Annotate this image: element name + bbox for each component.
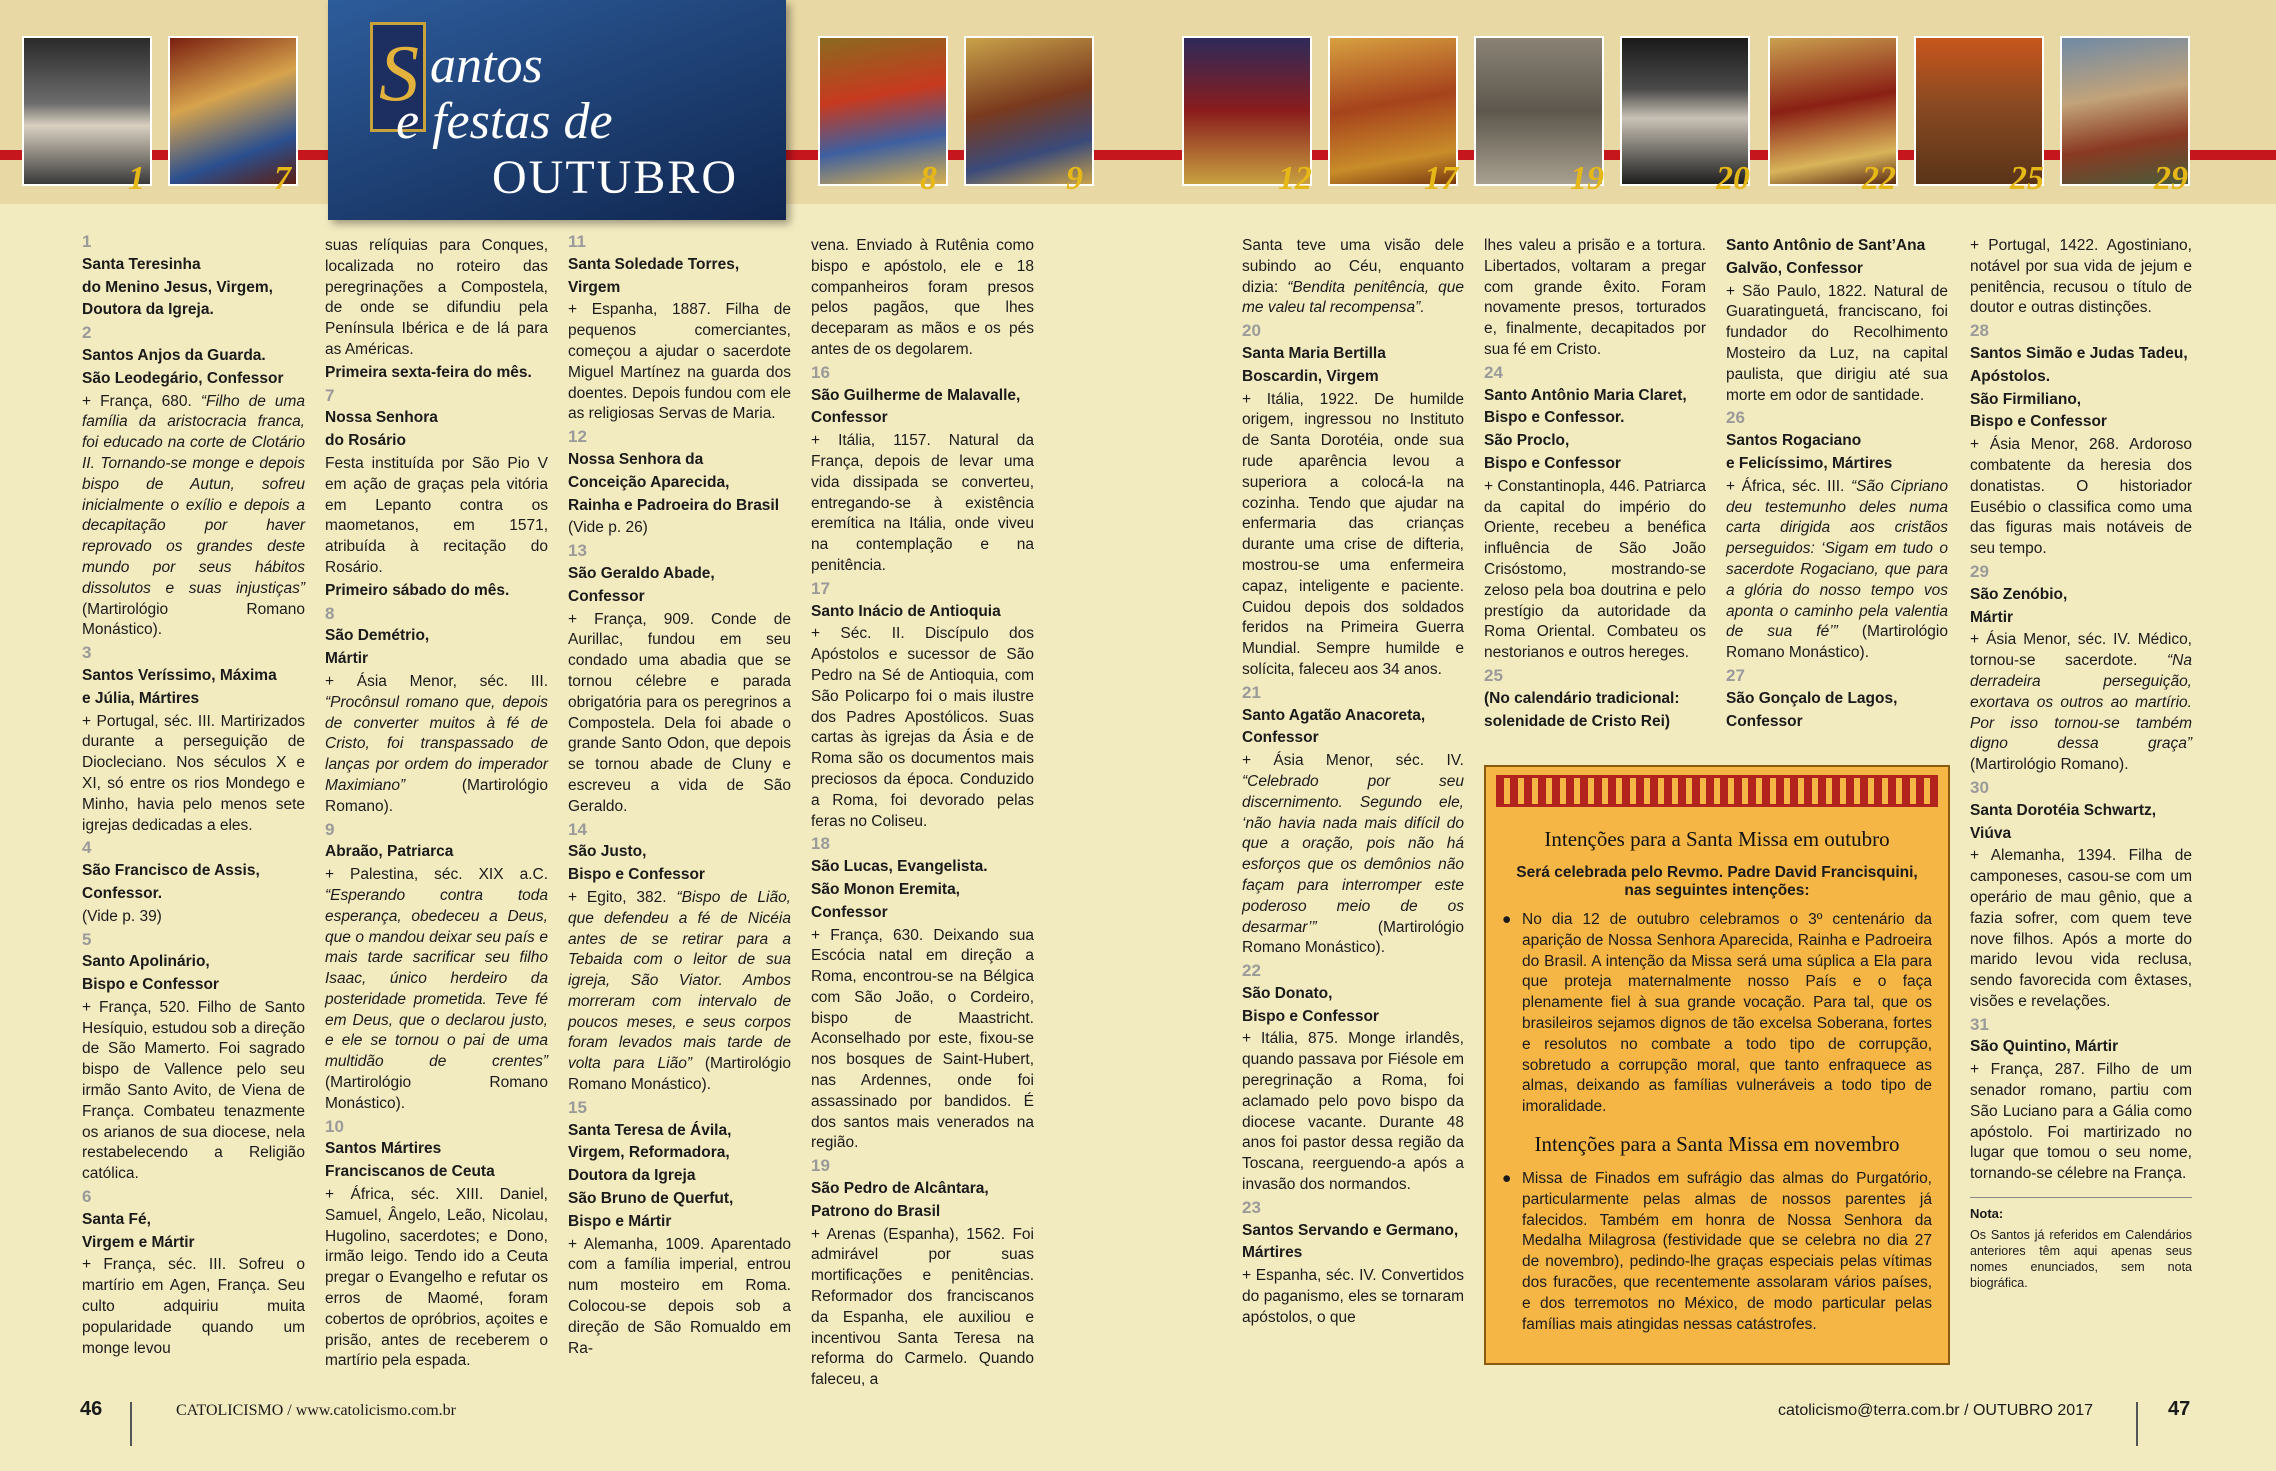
entry-text: + França, 520. Filho de Santo Hesíquio, estudou sob a direção de São Mamerto. Foi sagrado bispo de Vallence pelo seu irmão Santo Avito, de Viena de França. Combateu tenazmente os arianos de sua diocese, nela restabelecendo a Religião católica. [82,998,305,1183]
entry-heading: Confessor [1242,729,1319,747]
entry-heading: São Quintino, Mártir [1970,1038,2119,1056]
entry-heading: Santos Veríssimo, Máxima [82,666,277,684]
box-heading-october: Intenções para a Santa Missa em outubro [1544,827,1890,851]
entry-text: suas relíquias para Conques, localizada no roteiro das peregrinações a Compostela, de onde se difundiu pela Península Ibérica e de lá para as Américas. [325,237,548,358]
entry-heading: Boscardin, Virgem [1242,367,1379,385]
column-1 [82,232,305,1361]
entry-heading: Rainha e Padroeira do Brasil [568,496,780,514]
entry-heading: Santa Fé, [82,1210,151,1228]
date-number: 28 [1970,321,1989,341]
date-number: 8 [325,603,335,623]
day-label-29: 29 [2154,160,2188,197]
date-number: 12 [568,427,587,447]
day-label-12: 12 [1278,160,1312,197]
entry-text: lhes valeu a prisão e a tortura. Libertados, voltaram a pregar com grande êxito. Foram novamente presos, torturados e, finalmente, decapitados por sua fé em Cristo. [1484,237,1706,358]
entry-heading: Bispo e Confessor [82,976,219,994]
entry-text: + África, séc. III. “São Cipriano deu testemunho deles numa carta dirigida aos cristãos perseguidos: ‘Sigam em tudo o sacerdote Rogaciano, que para a glória do nosso tempo vos aponta o caminho pela valentia de sua fé’” (Martirológio Romano Monástico). [1726,477,1948,662]
entry-heading: Confessor. [82,884,163,902]
entry-heading: Santos Anjos da Guarda. [82,346,266,364]
entry-text: + Itália, 875. Monge irlandês, quando passava por Fiésole em peregrinação a Roma, foi aclamado pelo povo bispo da diocese vacante. Durante 48 anos foi pastor dessa região da Toscana, reerguendo-a após a invasão dos normandos. [1242,1030,1464,1194]
entry-heading: São Guilherme de Malavalle, [811,386,1021,404]
box-heading-november: Intenções para a Santa Missa em novembro [1534,1131,1900,1156]
date-number: 17 [811,578,830,598]
note-text: Os Santos já referidos em Calendários anteriores têm aqui apenas seus nomes enunciados, sem nota biográfica. [1970,1227,2192,1290]
column-3 [568,232,791,1361]
entry-heading: Santo Antônio de Sant’Ana [1726,237,1926,254]
entry-text: (Vide p. 39) [82,907,162,925]
entry-heading: Virgem e Mártir [82,1233,195,1251]
entry-heading: Bispo e Confessor [1242,1007,1379,1025]
date-number: 22 [1242,961,1261,981]
entry-heading: Santa Teresinha [82,255,201,273]
entry-heading: Nossa Senhora da [568,450,704,468]
entry-text: + África, séc. XIII. Daniel, Samuel, Ângelo, Leão, Nicolau, Hugolino, sacerdotes; e Dono, irmão leigo. Tendo ido a Ceuta pregar o Evangelho e refutar os erros de Maomé, foram cobertos de opróbrios, açoites e prisão, antes de receberem o martírio pela espada. [325,1186,548,1370]
entry-heading: Mártir [1970,608,2014,626]
entry-heading: São Leodegário, Confessor [82,369,284,387]
entry-text: + Portugal, séc. III. Martirizados durante a perseguição de Diocleciano. Nos séculos X e XI, só entre os rios Mondego e Minho, havia pelo menos sete igrejas dedicadas a eles. [82,712,305,834]
entry-heading: Confessor [811,409,888,427]
mass-intentions-box [1484,765,1950,1365]
date-number: 23 [1242,1197,1261,1217]
title-line-1: antos [430,37,543,94]
footer-divider-right [2136,1402,2138,1446]
entry-text: + Alemanha, 1394. Filha de camponeses, casou-se com um operário de mau gênio, que a fazia sofrer, com quem teve nove filhos. Após a morte do marido levou vida reclusa, sendo favorecida com êxtases, visões e revelações. [1970,847,2192,1010]
entry-heading: Santa Teresa de Ávila, [568,1121,732,1139]
column-6 [1484,232,1706,734]
entry-heading: Viúva [1970,824,2012,842]
entry-text: + Itália, 1922. De humilde origem, ingressou no Instituto de Santa Dorotéia, onde sua rude aparência levou a superiora a colocá-la na cozinha. Tendo que ajudar na enfermaria das crianças durante uma crise de difteria, mostrou-se uma enfermeira capaz, inteligente e paciente. Cuidou depois dos soldados feridos na Primeira Guerra Mundial. Sempre humilde e solícita, faleceu aos 34 anos. [1242,390,1464,678]
entry-heading: Bispo e Confessor [568,866,705,884]
entry-heading: São Proclo, [1484,432,1570,450]
entry-text: Santa teve uma visão dele subindo ao Céu, enquanto dizia: “Bendita penitência, que me valeu tal recompensa”. [1242,237,1464,317]
entry-text: + Ásia Menor, séc. III. “Procônsul romano que, depois de converter muitos à fé de Cristo, foi transpassado de lanças por ordem do imperador Maximiano” (Martirológio Romano). [325,672,548,815]
date-number: 7 [325,385,335,405]
entry-note: Primeiro sábado do mês. [325,581,510,599]
entry-heading: Doutora da Igreja [568,1167,696,1185]
entry-heading: Santos Rogaciano [1726,432,1862,450]
entry-text: + Arenas (Espanha), 1562. Foi admirável por suas mortificações e penitências. Reformador dos franciscanos da Espanha, ele auxiliou e incentivou Santa Teresa na reforma do Carmelo. Quando faleceu, a [811,1225,1034,1389]
entry-heading: Confessor [811,903,888,921]
entry-heading: São Zenóbio, [1970,585,2068,603]
day-label-22: 22 [1862,160,1896,197]
illuminated-initial: S [370,22,426,132]
entry-text: + França, séc. III. Sofreu o martírio em Agen, França. Seu culto adquiriu muita popularidade quando um monge levou [82,1256,305,1357]
date-number: 10 [325,1116,344,1136]
entry-heading: do Menino Jesus, Virgem, [82,278,273,296]
entry-heading: Santa Dorotéia Schwartz, [1970,801,2157,819]
entry-text: + França, 909. Conde de Aurillac, fundou em seu condado uma abadia que se tornou célebre e parada obrigatória para os peregrinos a Compostela. Dela foi abade o grande Santo Odon, que depois se tornou abade de Cluny e escreveu a vida de São Geraldo. [568,610,791,815]
day-label-9: 9 [1066,160,1083,197]
entry-text: + São Paulo, 1822. Natural de Guaratinguetá, franciscano, foi fundador do Recolhimento Mosteiro da Luz, na capital paulista, que dirigiu até sua morte em odor de santidade. [1726,282,1948,404]
title-line-2: e festas de [396,93,613,150]
entry-text: + Itália, 1157. Natural da França, depois de levar uma vida dissipada se converteu, entregando-se à existência eremítica na Itália, onde viveu na contemplação e na penitência. [811,432,1034,574]
page-number-right: 47 [2168,1398,2191,1420]
date-number: 11 [568,232,586,251]
entry-text: + Portugal, 1422. Agostiniano, notável por sua vida de jejum e penitência, recusou o título de doutor e outras distinções. [1970,237,2192,317]
entry-text: + Constantinopla, 446. Patriarca da capital do império do Oriente, recebeu a benéfica influência de São João Crisóstomo, mostrando-se zeloso pela boa doutrina e pelo prestígio da autoridade da Roma Oriental. Combateu os nestorianos e outros hereges. [1484,477,1706,662]
entry-heading: Bispo e Mártir [568,1212,672,1230]
day-label-20: 20 [1716,160,1750,197]
date-number: 3 [82,643,92,663]
note-rule [1970,1197,2192,1198]
date-number: 21 [1242,682,1261,702]
entry-heading: Virgem, Reformadora, [568,1144,730,1162]
entry-text: + Ásia Menor, 268. Ardoroso combatente da heresia dos donatistas. O historiador Eusébio o classifica como uma das figuras mais notáveis de seu tempo. [1970,436,2192,558]
entry-heading: (No calendário tradicional: [1484,689,1680,707]
entry-text: Festa instituída por São Pio V em ação de graças pela vitória em Lepanto contra os maometanos, em 1571, atribuída à recitação do Rosário. [325,454,548,576]
entry-heading: São Geraldo Abade, [568,564,715,582]
entry-text: + Palestina, séc. XIX a.C. “Esperando contra toda esperança, obedeceu a Deus, que o mandou deixar seu país e mais tarde sacrificar seu filho Isaac, único herdeiro da posteridade prometida. Teve fé em Deus, que o declarou justo, e ele se tornou o pai de uma multidão de crentes” (Martirológio Romano Monástico). [325,866,548,1112]
date-number: 25 [1484,665,1503,685]
entry-text: (Vide p. 26) [568,519,648,537]
date-number: 16 [811,362,830,382]
entry-heading: Confessor [1726,712,1803,730]
entry-heading: Conceição Aparecida, [568,473,730,491]
entry-heading: São Donato, [1242,984,1333,1002]
date-number: 24 [1484,362,1503,382]
entry-heading: Santos Simão e Judas Tadeu, [1970,344,2188,362]
ornamental-border [1496,775,1938,807]
entry-heading: e Felicíssimo, Mártires [1726,454,1893,472]
entry-heading: Abraão, Patriarca [325,843,454,861]
day-label-8: 8 [920,160,937,197]
entry-heading: e Júlia, Mártires [82,689,200,707]
entry-heading: São Francisco de Assis, [82,862,260,880]
entry-heading: Mártir [325,650,369,668]
entry-heading: Santos Mártires [325,1140,442,1158]
entry-heading: Patrono do Brasil [811,1202,941,1220]
date-number: 9 [325,819,335,839]
title-banner [328,0,786,220]
date-number: 1 [82,232,92,251]
date-number: 31 [1970,1014,1989,1034]
day-label-17: 17 [1424,160,1458,197]
entry-heading: São Pedro de Alcântara, [811,1180,989,1198]
date-number: 29 [1970,561,1989,581]
entry-heading: São Monon Eremita, [811,880,960,898]
date-number: 19 [811,1156,830,1176]
day-label-25: 25 [2010,160,2044,197]
entry-text: + Ásia Menor, séc. IV. “Celebrado por seu discernimento. Segundo ele, ‘não havia nada mais difícil do que a oração, pois não há esforços que os demônios não façam para interromper este poderoso meio de os desarmar’” (Martirológio Romano Monástico). [1242,752,1464,957]
entry-heading: São Gonçalo de Lagos, [1726,689,1898,707]
date-number: 18 [811,834,830,854]
box-bullet-october: ● No dia 12 de outubro celebramos o 3º centenário da aparição de Nossa Senhora Aparecida, Rainha e Padroeira do Brasil. A intenção da Missa será uma súplica a Ela para que proteja maternalmente nosso País e o faça plenamente fiel à sua grande vocação. Para tal, que os brasileiros sejamos dignos de tão excelsa Soberana, fortes e resolutos no combate a todo tipo de corrupção, sobretudo a corrupção moral, que tanto enfraquece as almas, deixando as famílias vulneráveis a todo tipo de imoralidade. [1522,910,1932,1118]
entry-text: + Espanha, séc. IV. Convertidos do paganismo, eles se tornaram apóstolos, o que [1242,1267,1464,1326]
entry-heading: Apóstolos. [1970,367,2051,385]
date-number: 20 [1242,321,1261,341]
entry-heading: Santo Antônio Maria Claret, [1484,386,1687,404]
box-subtitle: Será celebrada pelo Revmo. Padre David Francisquini, nas seguintes intenções: [1516,864,1918,899]
entry-heading: Confessor [568,587,645,605]
entry-heading: Bispo e Confessor [1970,413,2107,431]
column-4 [811,232,1034,1393]
entry-text: + Egito, 382. “Bispo de Lião, que defendeu a fé de Nicéia antes de se retirar para a Tebaida com o leitor de sua igreja, São Viator. Ambos morreram com intervalo de poucos meses, e seus corpos foram levados mais tarde de volta para Lião” (Martirológio Romano Monástico). [568,888,791,1094]
entry-heading: São Justo, [568,843,647,861]
entry-heading: São Bruno de Querfut, [568,1190,734,1208]
date-number: 15 [568,1097,587,1117]
column-7 [1726,232,1948,734]
entry-heading: Santos Servando e Germano, [1242,1221,1459,1239]
entry-text: + França, 287. Filho de um senador romano, partiu com São Luciano para a Gália como apóstolo. Foi martirizado no lugar que tomou o seu nome, tornando-se célebre na França. [1970,1061,2192,1183]
entry-heading: Doutora da Igreja. [82,301,214,319]
entry-heading: Bispo e Confessor. [1484,409,1625,427]
entry-text: + França, 630. Deixando sua Escócia natal em direção a Roma, encontrou-se na Bélgica com São João, o Cordeiro, bispo de Maastricht. Aconselhado por este, fixou-se nos bosques de Saint-Hubert, nas Ardennes, onde foi assassinado por bandidos. É dos santos mais venerados na região. [811,926,1034,1152]
date-number: 27 [1726,665,1745,685]
note-label: Nota: [1970,1206,2004,1222]
column-8 [1970,232,2192,1293]
entry-heading: Santa Maria Bertilla [1242,344,1386,362]
entry-heading: Santo Agatão Anacoreta, [1242,706,1426,724]
entry-text: + Séc. II. Discípulo dos Apóstolos e sucessor de São Pedro na Sé de Antioquia, com São Policarpo foi o mais ilustre dos Padres Apostólicos. Suas cartas às igrejas da Ásia e de Roma são os documentos mais preciosos da época. Conduzido a Roma, foi devorado pelas feras no Coliseu. [811,625,1034,830]
entry-heading: São Lucas, Evangelista. [811,858,988,876]
date-number: 4 [82,838,92,858]
entry-text: + Alemanha, 1009. Aparentado com a família imperial, entrou num mosteiro em Roma. Colocou-se depois sob a direção de São Romualdo em Ra- [568,1235,791,1357]
date-number: 13 [568,541,587,561]
footer-right-text: catolicismo@terra.com.br / OUTUBRO 2017 [1778,1402,2093,1419]
entry-heading: Franciscanos de Ceuta [325,1163,495,1181]
day-label-1: 1 [128,160,145,197]
entry-heading: Galvão, Confessor [1726,259,1863,277]
entry-heading: Bispo e Confessor [1484,454,1621,472]
footer-left-text: CATOLICISMO / www.catolicismo.com.br [176,1402,456,1419]
entry-text: + Espanha, 1887. Filha de pequenos comerciantes, começou a ajudar o sacerdote Miguel Martínez na guarda dos doentes. Depois fundou com ele as religiosas Servas de Maria. [568,301,791,423]
day-label-7: 7 [274,160,291,197]
column-5 [1242,232,1464,1331]
box-bullet-november: ● Missa de Finados em sufrágio das almas do Purgatório, particularmente pelas almas de nossos parentes já falecidos. Também em honra de Nossa Senhora da Medalha Milagrosa (festividade que se celebra no dia 27 de novembro), pedindo-lhe graças especiais pelas vítimas dos furacões, que recentemente assolaram vários países, e dos terremotos no México, de modo particular pelas famílias mais atingidas nessas catástrofes. [1522,1169,1932,1335]
entry-heading: Santo Inácio de Antioquia [811,602,1001,620]
day-label-19: 19 [1570,160,1604,197]
entry-heading: solenidade de Cristo Rei) [1484,712,1671,730]
column-2 [325,232,548,1374]
entry-heading: São Demétrio, [325,627,430,645]
date-number: 2 [82,323,92,343]
date-number: 14 [568,819,587,839]
entry-heading: Santo Apolinário, [82,953,210,971]
entry-heading: do Rosário [325,432,406,450]
footer-divider-left [130,1402,132,1446]
date-number: 6 [82,1187,92,1207]
entry-heading: Virgem [568,278,621,296]
date-number: 26 [1726,408,1745,428]
entry-heading: Mártires [1242,1244,1303,1262]
entry-text: + Ásia Menor, séc. IV. Médico, tornou-se sacerdote. “Na derradeira perseguição, exortava os outros ao martírio. Por isso tornou-se também digno dessa graça” (Martirológio Romano). [1970,631,2192,774]
entry-text: + França, 680. “Filho de uma família da aristocracia franca, foi educado na corte de Clotário II. Tornando-se monge e depois bispo de Autun, sofreu inicialmente o exílio e depois a decapitação por haver reprovado os grandes deste mundo por seus hábitos dissolutos e suas injustiças” (Martirológio Romano Monástico). [82,392,306,639]
title-line-3: OUTUBRO [492,151,739,204]
date-number: 5 [82,929,92,949]
entry-heading: São Firmiliano, [1970,390,2082,408]
date-number: 30 [1970,777,1989,797]
entry-text: vena. Enviado à Rutênia como bispo e apóstolo, ele e 18 companheiros foram presos pelos pagãos, que lhes deceparam as mãos e os pés antes de os degolarem. [811,237,1034,358]
page-number-left: 46 [80,1398,103,1420]
entry-heading: Nossa Senhora [325,409,438,427]
entry-note: Primeira sexta-feira do mês. [325,363,532,381]
entry-heading: Santa Soledade Torres, [568,255,740,273]
